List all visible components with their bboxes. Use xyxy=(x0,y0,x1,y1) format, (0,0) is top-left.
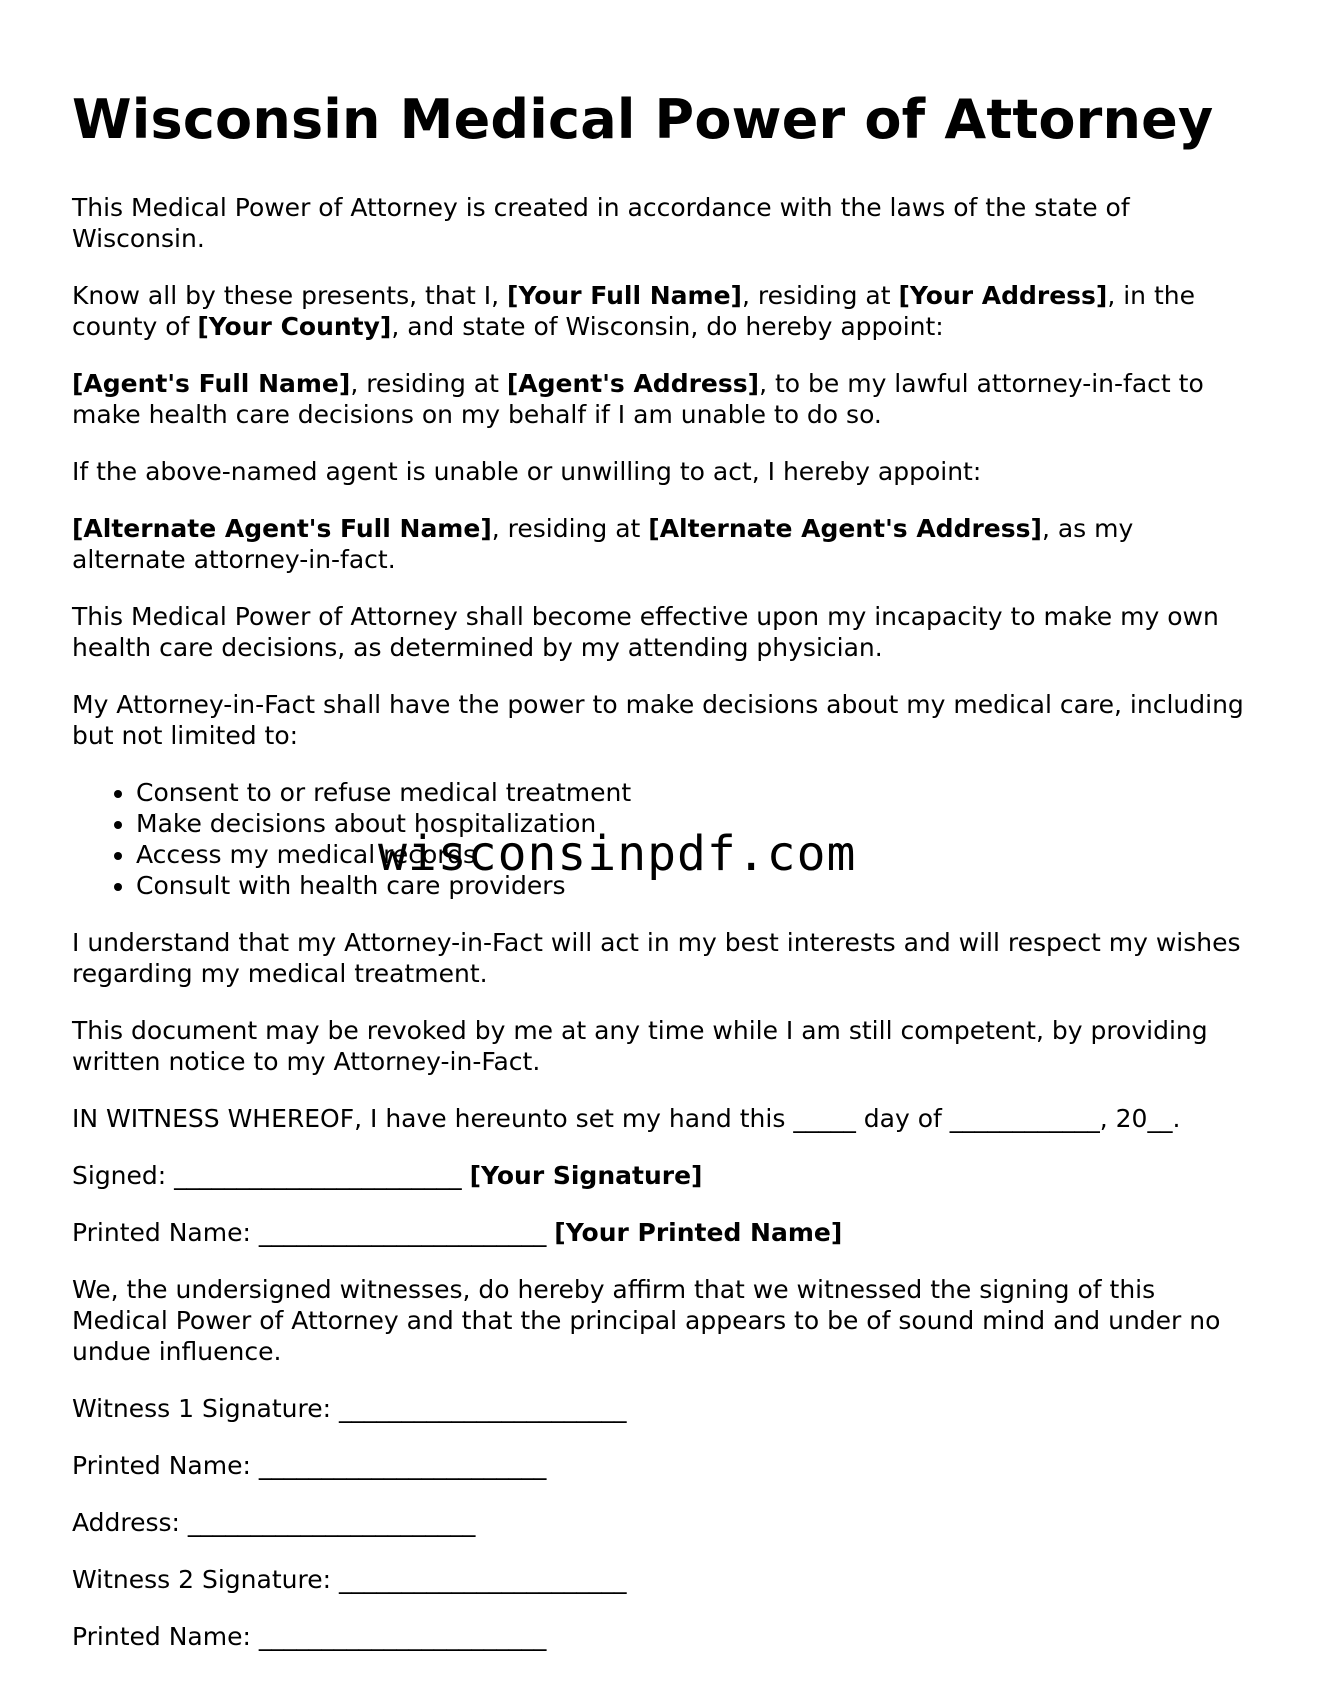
signature-placeholder: [Your Signature] xyxy=(469,1161,703,1190)
text-run: Know all by these presents, that I, xyxy=(72,281,508,310)
document-title: Wisconsin Medical Power of Attorney xyxy=(72,88,1214,151)
agent-paragraph xyxy=(72,368,1252,430)
principal-appointment-paragraph xyxy=(72,280,1252,342)
signed-line xyxy=(72,1160,1252,1191)
witness-1-printed-name-line: Printed Name: _______________________ xyxy=(72,1451,547,1480)
signature-label: Signed: _______________________ xyxy=(72,1161,470,1190)
principal-address-placeholder: [Your Address] xyxy=(898,281,1108,310)
agent-name-placeholder: [Agent's Full Name] xyxy=(72,369,351,398)
effective-paragraph: This Medical Power of Attorney shall become effective upon my incapacity to make my own health care decisions, as determined by my attending physician. xyxy=(72,602,1219,662)
witness-affirm-paragraph: We, the undersigned witnesses, do hereby affirm that we witnessed the signing of this Medical Power of Attorney and that the principal appears to be of sound mind and under no undue influence. xyxy=(72,1275,1221,1366)
text-run: , as my alternate attorney-in-fact. xyxy=(72,514,1134,574)
list-item: • Consult with health care providers xyxy=(136,870,1252,901)
text-run: , to be my lawful attorney-in-fact to make health care decisions on my behalf if I am unable to do so. xyxy=(72,369,1204,429)
alternate-intro-paragraph: If the above-named agent is unable or unwilling to act, I hereby appoint: xyxy=(72,457,982,486)
principal-name-placeholder: [Your Full Name] xyxy=(507,281,742,310)
alternate-agent-paragraph xyxy=(72,513,1252,575)
watermark-text: wisconsinpdf.com xyxy=(378,826,857,882)
text-run: , residing at xyxy=(491,514,649,543)
agent-address-placeholder: [Agent's Address] xyxy=(506,369,760,398)
document-page xyxy=(72,88,1252,1678)
printed-name-placeholder: [Your Printed Name] xyxy=(554,1218,843,1247)
powers-list xyxy=(72,777,1252,901)
list-item: • Consent to or refuse medical treatment xyxy=(136,777,1252,808)
text-run: , in the county of xyxy=(72,281,1196,341)
witness-2-signature-line: Witness 2 Signature: _______________________ xyxy=(72,1565,627,1594)
text-run: , and state of Wisconsin, do hereby appoint: xyxy=(391,312,944,341)
intro-paragraph: This Medical Power of Attorney is created in accordance with the laws of the state of Wisconsin. xyxy=(72,193,1130,253)
text-run: , residing at xyxy=(741,281,899,310)
printed-name-label: Printed Name: _______________________ xyxy=(72,1218,555,1247)
witness-2-printed-name-line: Printed Name: _______________________ xyxy=(72,1622,547,1651)
powers-intro-paragraph: My Attorney-in-Fact shall have the power to make decisions about my medical care, including but not limited to: xyxy=(72,690,1244,750)
text-run: , residing at xyxy=(350,369,507,398)
witness-1-signature-line: Witness 1 Signature: _______________________ xyxy=(72,1394,627,1423)
printed-name-line xyxy=(72,1217,1252,1248)
alternate-agent-name-placeholder: [Alternate Agent's Full Name] xyxy=(72,514,492,543)
witness-1-address-line: Address: _______________________ xyxy=(72,1508,476,1537)
witness-whereof-line: IN WITNESS WHEREOF, I have hereunto set my hand this _____ day of ____________, 20__. xyxy=(72,1104,1181,1133)
revoke-paragraph: This document may be revoked by me at any time while I am still competent, by providing written notice to my Attorney-in-Fact. xyxy=(72,1016,1208,1076)
list-item: • Make decisions about hospitalization xyxy=(136,808,1252,839)
alternate-agent-address-placeholder: [Alternate Agent's Address] xyxy=(648,514,1042,543)
list-item: • Access my medical records xyxy=(136,839,1252,870)
principal-county-placeholder: [Your County] xyxy=(197,312,392,341)
understand-paragraph: I understand that my Attorney-in-Fact will act in my best interests and will respect my wishes regarding my medical treatment. xyxy=(72,928,1241,988)
